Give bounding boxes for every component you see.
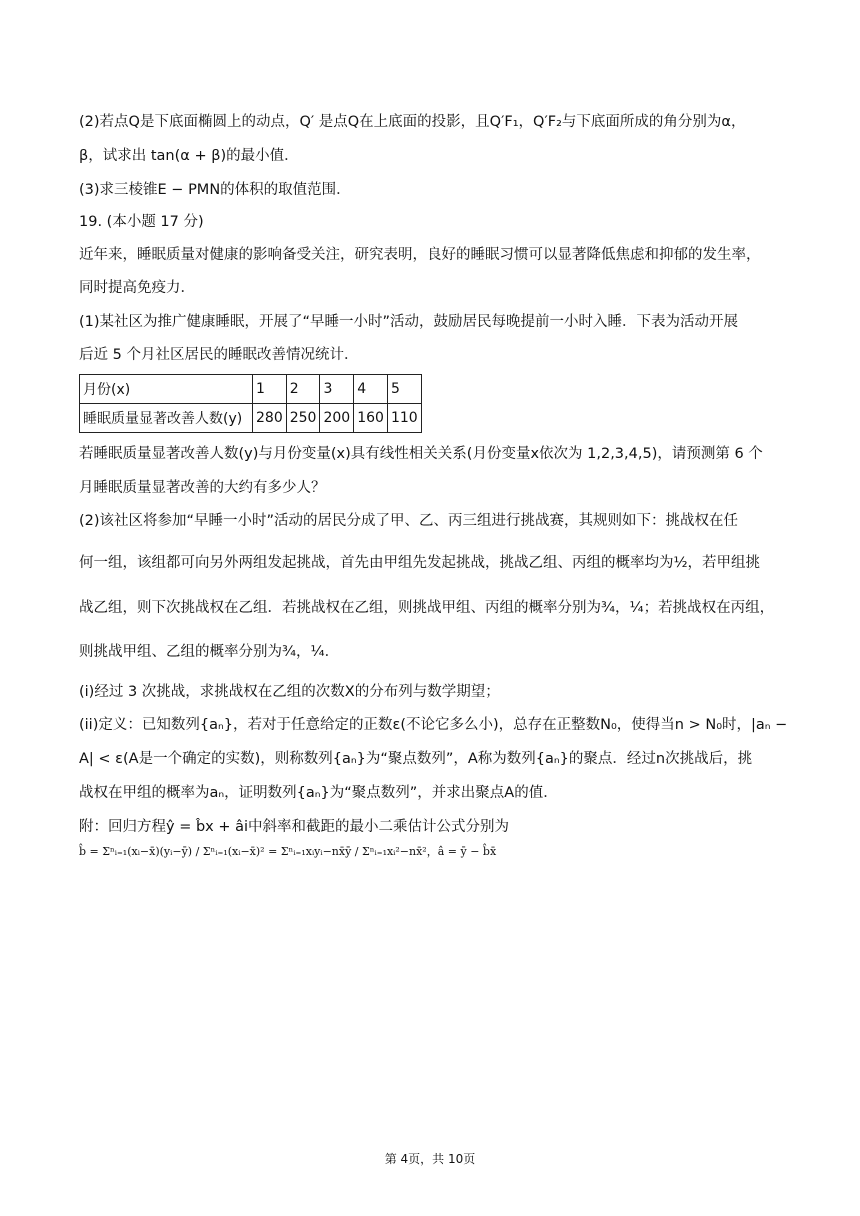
text-line: β，试求出 tan(α + β)的最小值． [79, 148, 299, 164]
table-cell: 200 [320, 404, 354, 433]
text-line: 后近 5 个月社区居民的睡眠改善情况统计． [79, 347, 359, 363]
table-cell: 1 [253, 375, 287, 404]
table-cell: 3 [320, 375, 354, 404]
text-line: 同时提高免疫力． [79, 280, 195, 296]
text-line: 则挑战甲组、乙组的概率分别为¾，¼． [79, 644, 340, 660]
table-cell: 2 [286, 375, 320, 404]
page-footer: 第 4页，共 10页 [384, 1152, 476, 1166]
table-row [80, 404, 422, 433]
text-line: (3)求三棱锥E − PMN的体积的取值范围． [79, 182, 351, 198]
table-cell: 250 [286, 404, 320, 433]
question-heading: 19. (本小题 17 分) [79, 214, 204, 230]
regression-formula: b̂ = Σⁿᵢ₌₁(xᵢ−x̄)(yᵢ−ȳ) / Σⁿᵢ₌₁(xᵢ−x̄)² = Σⁿᵢ₌₁xᵢyᵢ−nx̄ȳ / Σⁿᵢ₌₁xᵢ²−nx̄²，â = ȳ − b̂x̄ [79, 845, 497, 858]
table-cell: 5 [387, 375, 421, 404]
table-cell: 280 [253, 404, 287, 433]
table-header-cell: 月份(x) [80, 375, 253, 404]
table-cell: 4 [354, 375, 388, 404]
table-cell: 160 [354, 404, 388, 433]
table-cell: 110 [387, 404, 421, 433]
text-line: (1)某社区为推广健康睡眠，开展了“早睡一小时”活动，鼓励居民每晚提前一小时入睡．下表为活动开展 [79, 314, 739, 330]
text-line: 若睡眠质量显著改善人数(y)与月份变量(x)具有线性相关关系(月份变量x依次为 1,2,3,4,5)，请预测第 6 个 [79, 446, 763, 462]
text-line: (2)该社区将参加“早睡一小时”活动的居民分成了甲、乙、丙三组进行挑战赛，其规则如下：挑战权在任 [79, 513, 739, 529]
text-line: (ii)定义：已知数列{aₙ}，若对于任意给定的正数ε(不论它多么小)，总存在正整数N₀，使得当n > N₀时，|aₙ − [79, 717, 788, 733]
text-line: 何一组，该组都可向另外两组发起挑战，首先由甲组先发起挑战，挑战乙组、丙组的概率均为½，若甲组挑 [79, 555, 761, 571]
text-line: 战乙组，则下次挑战权在乙组．若挑战权在乙组，则挑战甲组、丙组的概率分别为¾，¼；若挑战权在丙组， [79, 600, 775, 616]
text-line: (2)若点Q是下底面椭圆上的动点，Q′ 是点Q在上底面的投影，且Q′F₁，Q′F₂与下底面所成的角分别为α， [79, 114, 746, 130]
text-line: 附：回归方程ŷ = b̂x + âi中斜率和截距的最小二乘估计公式分别为 [79, 819, 510, 835]
text-line: 近年来，睡眠质量对健康的影响备受关注，研究表明，良好的睡眠习惯可以显著降低焦虑和抑郁的发生率， [79, 247, 761, 263]
table-row [80, 375, 422, 404]
text-line: 战权在甲组的概率为aₙ，证明数列{aₙ}为“聚点数列”，并求出聚点A的值． [79, 785, 558, 801]
text-line: (i)经过 3 次挑战，求挑战权在乙组的次数X的分布列与数学期望； [79, 684, 500, 700]
text-line: A| < ε(A是一个确定的实数)，则称数列{aₙ}为“聚点数列”，A称为数列{aₙ}的聚点．经过n次挑战后，挑 [79, 751, 753, 767]
data-table [79, 374, 422, 433]
table-header-cell: 睡眠质量显著改善人数(y) [80, 404, 253, 433]
text-line: 月睡眠质量显著改善的大约有多少人？ [79, 480, 326, 496]
